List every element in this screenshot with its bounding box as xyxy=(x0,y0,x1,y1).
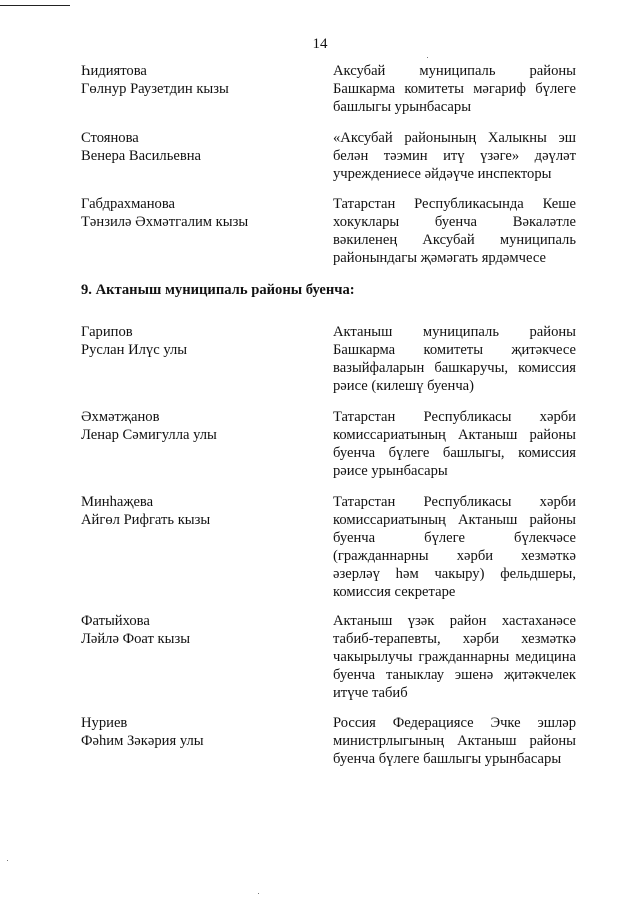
member-surname: Стоянова xyxy=(81,130,139,146)
member-surname: Фатыйхова xyxy=(81,613,150,629)
member-given-names: Тәнзилә Әхмәтгалим кызы xyxy=(81,214,249,230)
member-surname: Нуриев xyxy=(81,715,128,731)
page-number: 14 xyxy=(312,36,328,52)
member-position: Россия Федерациясе Эчке эшләр министрлыгының Актаныш районы буенча бүлеге башлыгы урынбасары xyxy=(333,715,576,767)
member-position: Татарстан Республикасында Кеше хокуклары буенча Вәкаләтле вәкиленең Аксубай муниципаль районындагы җәмәгать ярдәмчесе xyxy=(333,196,576,266)
member-surname: Минһаҗева xyxy=(81,494,154,510)
member-position: Аксубай муниципаль районы Башкарма комитеты мәгариф бүлеге башлыгы урынбасары xyxy=(333,63,576,115)
member-given-names: Айгөл Рифгать кызы xyxy=(81,512,211,528)
member-name xyxy=(81,408,311,444)
member-position: Актаныш үзәк район хастаханәсе табиб-терапевты, хәрби хезмәткә чакырылучы гражданнарны медицина буенча таныклау эшенә җитәкчелек итүче табиб xyxy=(333,613,576,701)
member-given-names: Венера Васильевна xyxy=(81,148,202,164)
member-surname: Габдрахманова xyxy=(81,196,176,212)
member-position: Татарстан Республикасы хәрби комиссариатының Актаныш районы буенча бүлеге башлыгы, комиссия рәисе урынбасары xyxy=(333,409,576,479)
member-name xyxy=(81,129,311,165)
member-given-names: Ленар Сәмигулла улы xyxy=(81,427,217,443)
member-given-names: Руслан Илүс улы xyxy=(81,342,188,358)
member-given-names: Ләйлә Фоат кызы xyxy=(81,631,191,647)
member-given-names: Фәһим Зәкәрия улы xyxy=(81,733,204,749)
member-name xyxy=(81,493,311,529)
member-position: Татарстан Республикасы хәрби комиссариатының Актаныш районы буенча бүлеге бүлекчәсе (гражданнарны хәрби хезмәткә әзерләү һәм чакыру) фельдшеры, комиссия секретаре xyxy=(333,494,576,600)
member-name xyxy=(81,714,311,750)
scan-speck xyxy=(427,57,428,58)
member-name xyxy=(81,612,311,648)
member-given-names: Гөлнур Раузетдин кызы xyxy=(81,81,229,97)
member-name xyxy=(81,323,311,359)
scan-edge-mark xyxy=(0,5,70,6)
scan-speck xyxy=(258,893,259,894)
member-surname: Гарипов xyxy=(81,324,133,340)
section-heading: 9. Актаныш муниципаль районы буенча: xyxy=(81,282,355,298)
scan-speck xyxy=(7,860,8,861)
member-name xyxy=(81,195,311,231)
member-surname: Әхмәтҗанов xyxy=(81,409,160,425)
member-surname: Һидиятова xyxy=(81,63,147,79)
member-name xyxy=(81,62,311,98)
member-position: «Аксубай районының Халыкны эш белән тәэмин итү үзәге» дәүләт учреждениесе әйдәүче инспекторы xyxy=(333,130,576,182)
member-position: Актаныш муниципаль районы Башкарма комитеты җитәкчесе вазыйфаларын башкаручы, комиссия рәисе (килешү буенча) xyxy=(333,324,576,394)
